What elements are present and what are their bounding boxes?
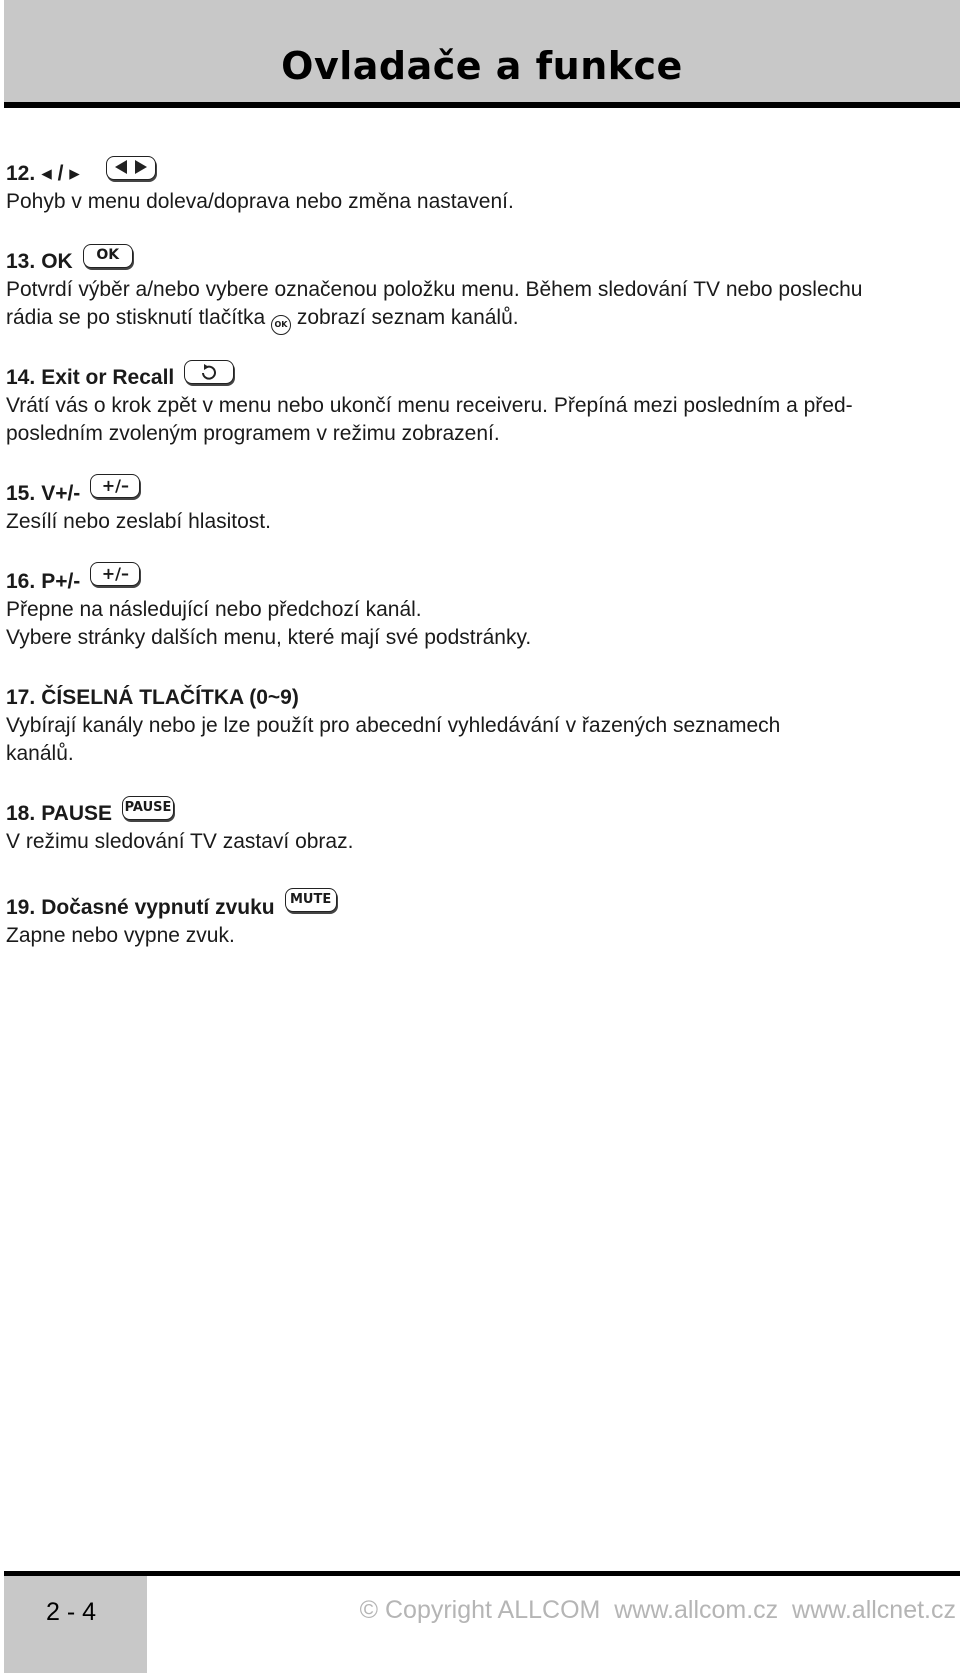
item-18-number: 18.	[6, 802, 36, 825]
item-16	[6, 564, 946, 684]
item-17-desc-line2: kanálů.	[6, 742, 74, 765]
arrows-icon	[106, 156, 156, 180]
item-16-desc-line1: Přepne na následující nebo předchozí kanál.	[6, 598, 422, 621]
page-title: Ovladače a funkce	[281, 44, 683, 88]
manual-content	[6, 160, 946, 954]
item-17-heading	[6, 684, 946, 712]
item-13	[6, 248, 946, 364]
item-18-desc: V režimu sledování TV zastaví obraz.	[6, 830, 354, 853]
item-18-label: PAUSE	[41, 802, 112, 825]
item-12-number: 12.	[6, 162, 36, 185]
item-14-number: 14.	[6, 366, 36, 389]
item-15-number: 15.	[6, 482, 36, 505]
item-17	[6, 684, 946, 800]
volume-key-icon: +/–	[90, 474, 140, 498]
recall-icon	[184, 360, 234, 384]
item-19-desc: Zapne nebo vypne zvuk.	[6, 924, 235, 947]
item-14	[6, 364, 946, 480]
item-16-number: 16.	[6, 570, 36, 593]
item-12-label: ◂ / ▸	[41, 162, 80, 185]
pause-key-icon: PAUSE	[122, 796, 174, 820]
item-19-number: 19.	[6, 896, 36, 919]
item-14-desc-line1: Vrátí vás o krok zpět v menu nebo ukončí menu receiveru. Přepíná mezi posledním a před-	[6, 394, 853, 417]
ok-small-icon: OK	[271, 315, 291, 335]
item-13-desc-part2: zobrazí seznam kanálů.	[296, 306, 519, 329]
page-number: 2 - 4	[46, 1598, 97, 1626]
item-17-label: ČÍSELNÁ TLAČÍTKA (0~9)	[41, 686, 299, 709]
item-19-heading	[6, 894, 946, 922]
item-13-number: 13.	[6, 250, 36, 273]
item-13-heading	[6, 248, 946, 276]
program-key-icon: +/–	[90, 562, 140, 586]
item-15	[6, 476, 946, 568]
item-12-desc: Pohyb v menu doleva/doprava nebo změna nastavení.	[6, 190, 514, 213]
item-17-number: 17.	[6, 686, 36, 709]
item-16-desc-line2: Vybere stránky dalších menu, které mají své podstránky.	[6, 626, 532, 649]
page-header	[4, 0, 960, 108]
item-15-label: V+/-	[41, 482, 81, 505]
item-14-desc-line2: posledním zvoleným programem v režimu zobrazení.	[6, 422, 500, 445]
item-16-heading	[6, 564, 946, 596]
page-number-box	[4, 1576, 147, 1673]
item-19-label: Dočasné vypnutí zvuku	[41, 896, 275, 919]
item-13-desc-line1: Potvrdí výběr a/nebo vybere označenou položku menu. Během sledování TV nebo poslechu	[6, 278, 863, 301]
copyright-notice: © Copyright ALLCOM www.allcom.cz www.allcnet.cz	[359, 1596, 956, 1624]
item-13-desc-part1: rádia se po stisknutí tlačítka	[6, 306, 266, 329]
item-13-desc-line2	[6, 304, 946, 335]
item-18-heading	[6, 800, 946, 828]
item-12-heading	[6, 160, 946, 188]
item-17-desc-line1: Vybírají kanály nebo je lze použít pro abecední vyhledávání v řazených seznamech	[6, 714, 781, 737]
ok-key-icon: OK	[83, 244, 133, 268]
item-16-label: P+/-	[41, 570, 81, 593]
item-13-label: OK	[41, 250, 73, 273]
item-19	[6, 894, 946, 954]
item-14-label: Exit or Recall	[41, 366, 175, 389]
item-14-heading	[6, 364, 946, 392]
item-15-heading	[6, 476, 946, 508]
footer-rule	[4, 1571, 960, 1576]
mute-key-icon: MUTE	[285, 888, 337, 912]
item-12	[6, 160, 946, 248]
item-18	[6, 800, 946, 894]
item-15-desc: Zesílí nebo zeslabí hlasitost.	[6, 510, 271, 533]
